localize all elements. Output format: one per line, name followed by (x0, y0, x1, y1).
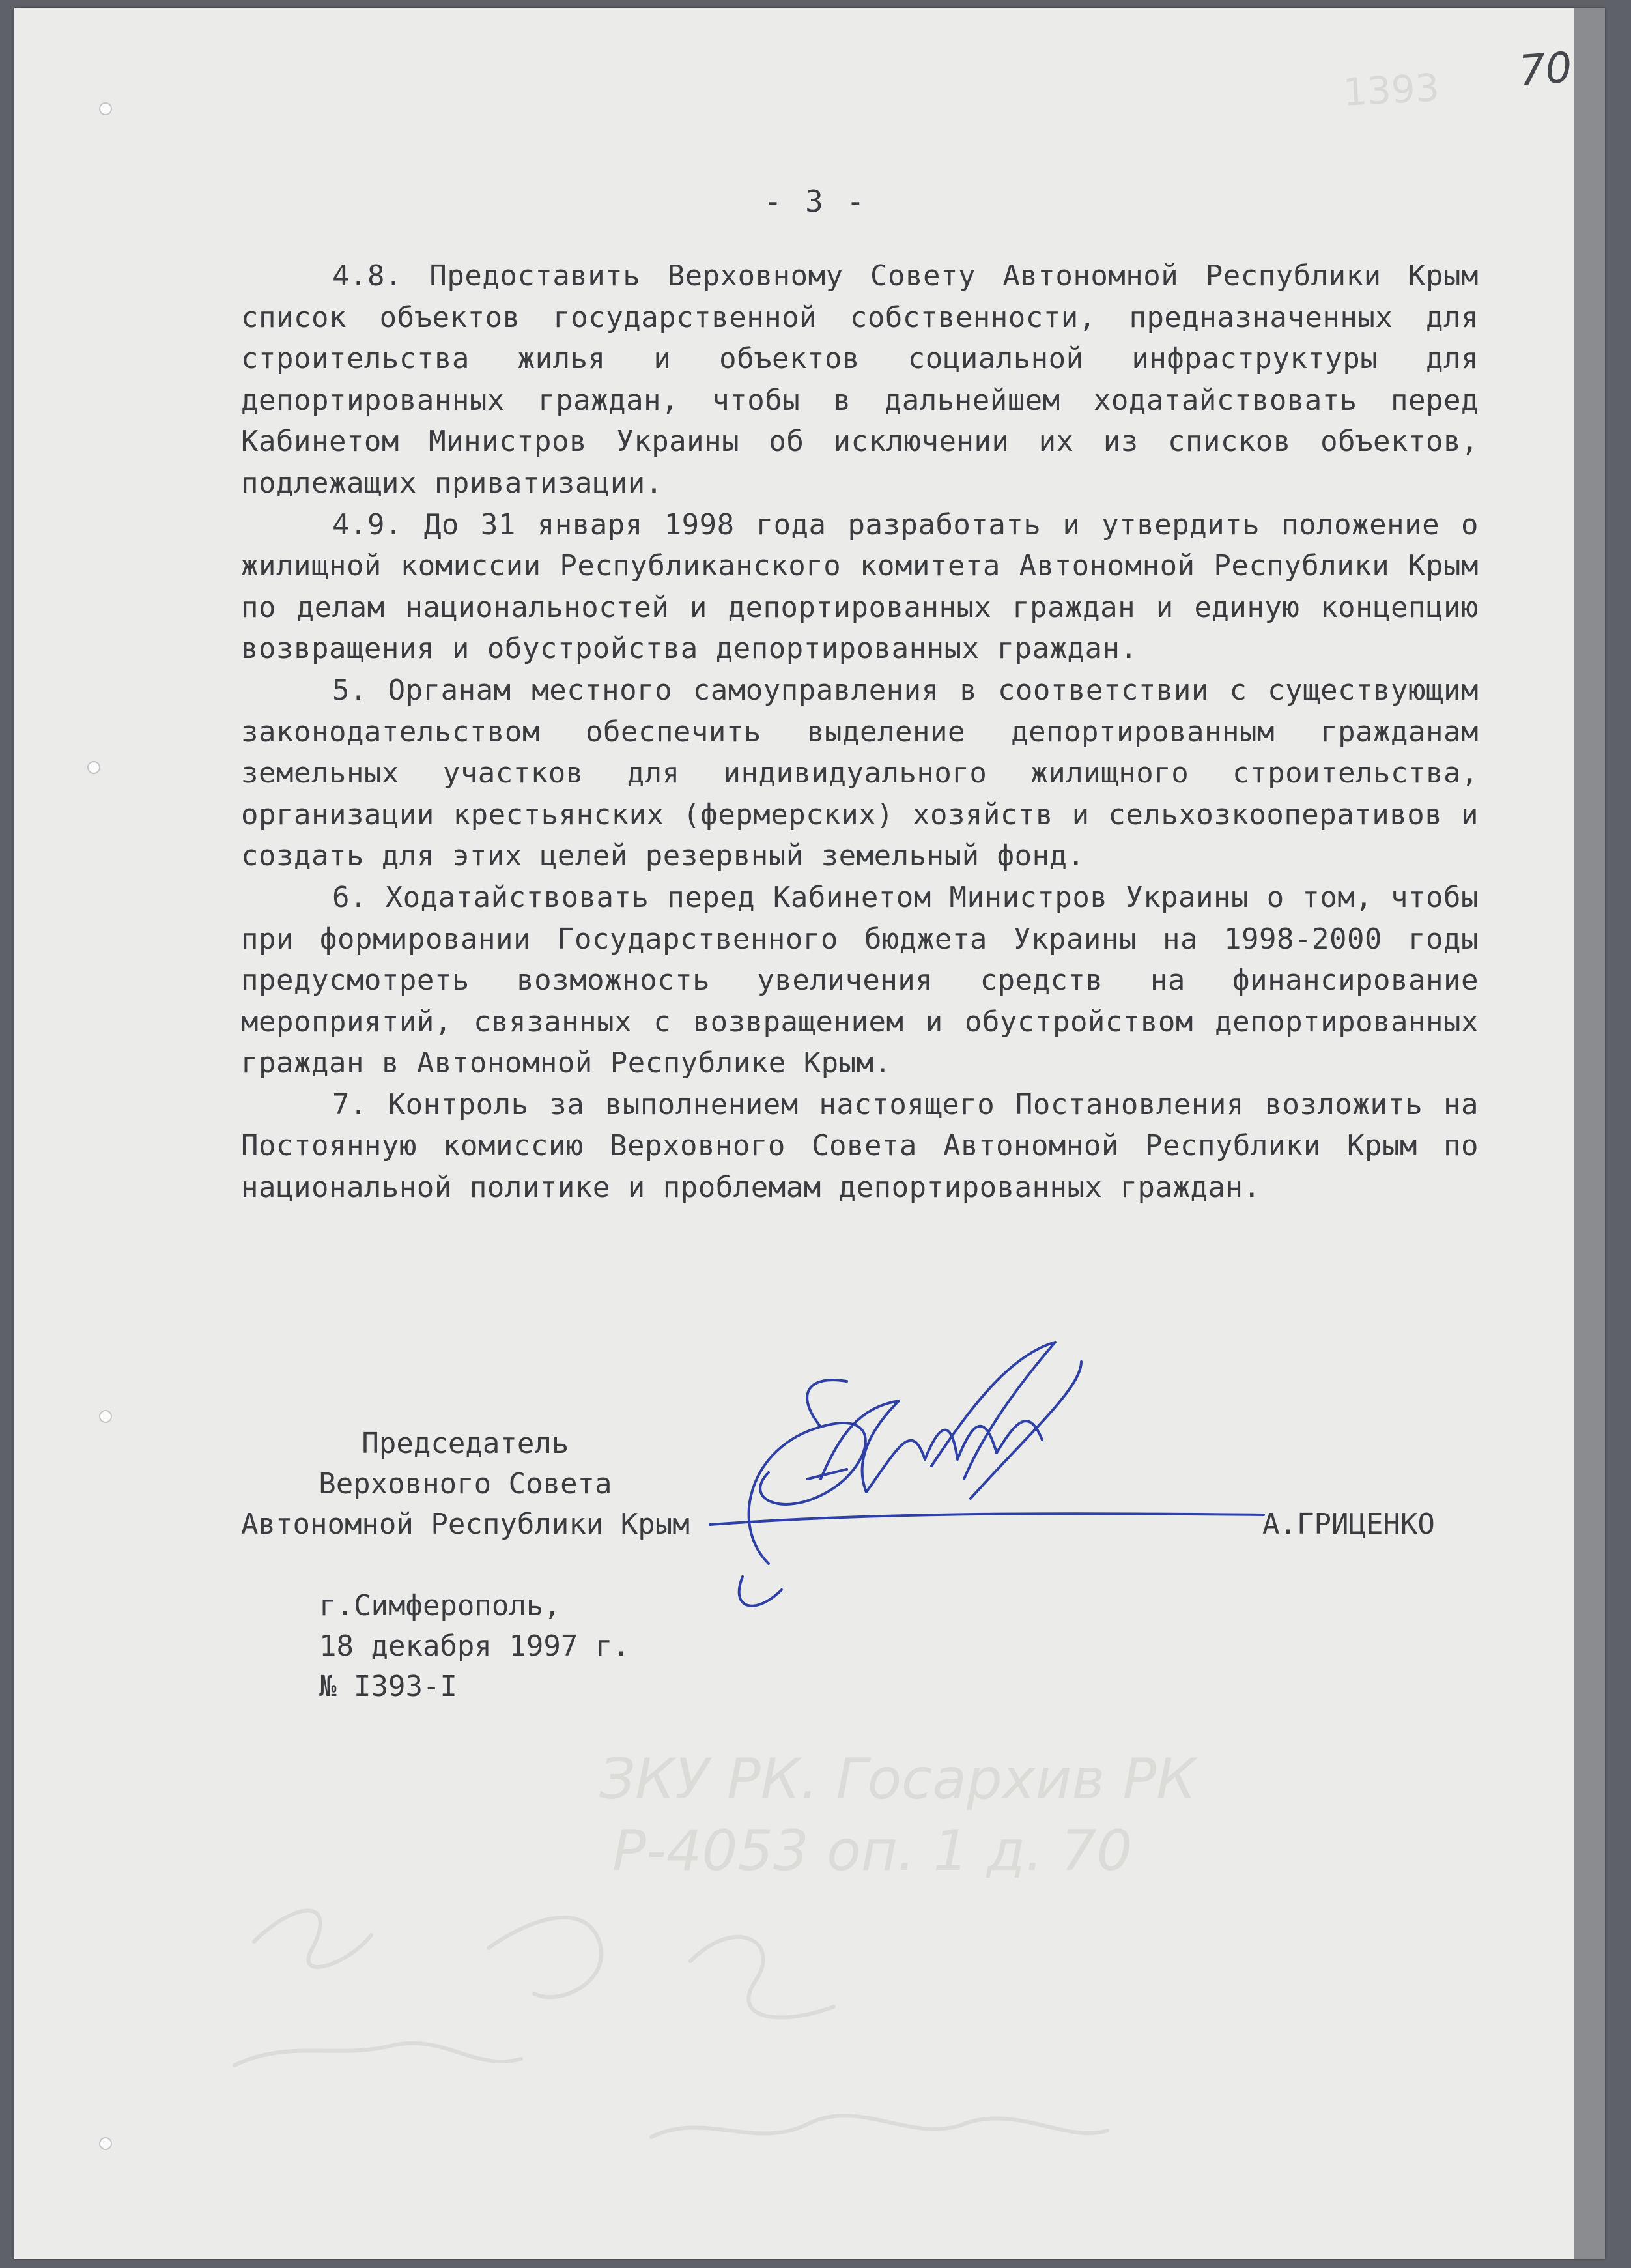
archive-page-number: 70 (1517, 44, 1574, 96)
punch-hole (87, 761, 100, 774)
faint-archive-mark: 1393 (1342, 65, 1441, 115)
handwritten-signature (690, 1329, 1277, 1629)
issue-date: 18 декабря 1997 г. (319, 1629, 630, 1663)
signatory-title-line: Председатель (362, 1427, 569, 1460)
signatory-title (241, 1424, 690, 1545)
bleed-line: ЗКУ РК. Госархив РК (599, 1747, 1197, 1812)
scan-edge-strip (1574, 8, 1605, 2259)
paragraph-6: 6. Ходатайствовать перед Кабинетом Министров Украины о том, чтобы при формировании Государственного бюджета Украины на 1998-2000 годы предусмотреть возможность увеличения средств на финансирование мероприятий, связанных с возвращением и обустройством депортированных граждан в Автономной Республике Крым. (241, 880, 1479, 1080)
paragraph-4-8: 4.8. Предоставить Верховному Совету Автономной Республики Крым список объектов государственной собственности, предназначенных для строительства жилья и объектов социальной инфраструктуры для депортированных граждан, чтобы в дальнейшем ходатайствовать перед Кабинетом Министров Украины об исключении их из списков объектов, подлежащих приватизации. (241, 259, 1479, 500)
signatory-title-line: Верховного Совета (319, 1467, 612, 1500)
punch-hole (99, 1410, 112, 1423)
paragraph-4-9: 4.9. До 31 января 1998 года разработать и утвердить положение о жилищной комиссии Республиканского комитета Автономной Республики Крым по делам национальностей и депортированных граждан и единую концепцию возвращения и обустройства депортированных граждан. (241, 508, 1479, 666)
issue-place: г.Симферополь, (319, 1589, 561, 1622)
paragraph-7: 7. Контроль за выполнением настоящего Постановления возложить на Постоянную комиссию Верховного Совета Автономной Республики Крым по национальной политике и проблемам депортированных граждан. (241, 1087, 1479, 1205)
punch-hole (99, 102, 112, 115)
signatory-name: А.ГРИЦЕНКО (1262, 1508, 1435, 1541)
paragraph-5: 5. Органам местного самоуправления в соответствии с существующим законодательством обеспечить выделение депортированным гражданам земельных участков для индивидуального жилищного строительства, организации крестьянских (фермерских) хозяйств и сельхозкооперативов и создать для этих целей резервный земельный фонд. (241, 673, 1479, 873)
issue-info (319, 1586, 630, 1707)
reverse-side-bleed-through (195, 1733, 1433, 2189)
bleed-line: Р-4053 оп. 1 д. 70 (612, 1818, 1133, 1884)
page-number: - 3 - (763, 184, 868, 219)
issue-number: № I393-I (319, 1670, 457, 1703)
punch-hole (99, 2137, 112, 2150)
signatory-title-line: Автономной Республики Крым (241, 1508, 690, 1541)
document-body (241, 255, 1479, 1209)
